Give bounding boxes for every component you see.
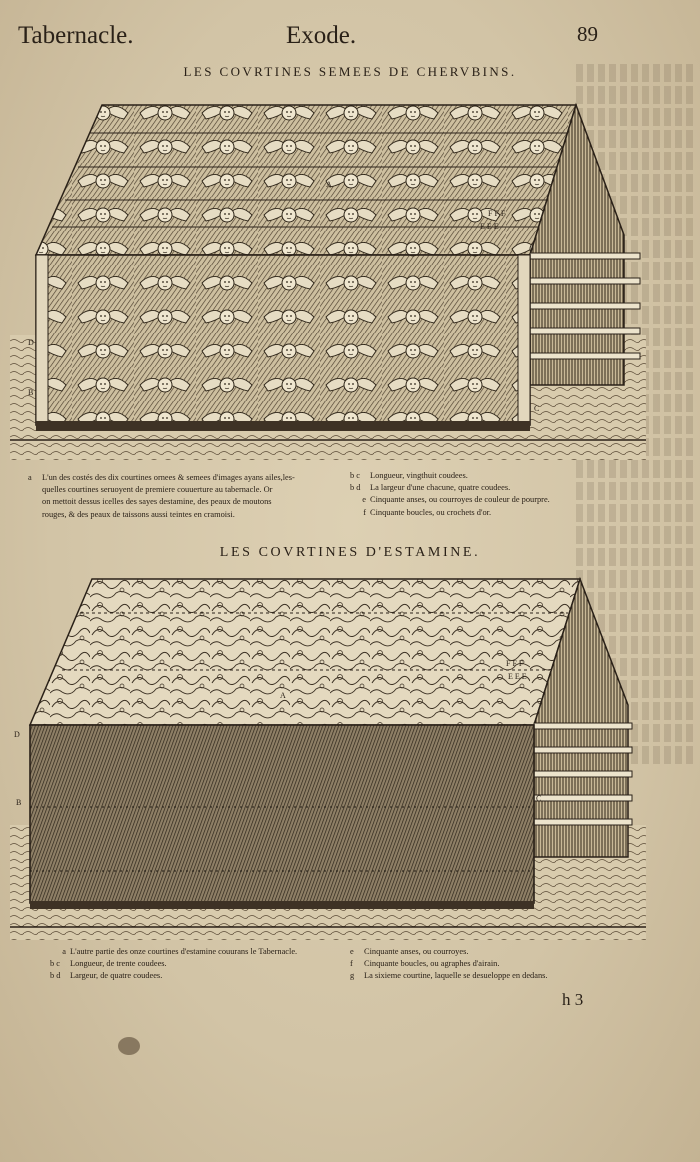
caption-text: Longueur, vingthuit coudees.: [370, 471, 468, 480]
figure2-title: LES COVRTINES D'ESTAMINE.: [219, 545, 481, 560]
caption-line: [350, 482, 650, 494]
caption-letter: b d: [350, 483, 361, 493]
svg-text:F F F: F F F: [488, 209, 506, 218]
figure2-woodcut: [10, 575, 646, 940]
caption-line: [28, 509, 328, 521]
caption-line: [28, 484, 328, 496]
svg-text:A: A: [326, 180, 332, 189]
caption-letter: b c: [350, 471, 360, 480]
figure2-caption-left: [50, 946, 350, 983]
caption-line: [350, 946, 650, 958]
caption-letter: e: [350, 947, 354, 956]
svg-text:A: A: [280, 691, 286, 700]
running-head: [0, 20, 700, 54]
caption-line: [50, 970, 350, 982]
svg-text:D: D: [28, 338, 34, 347]
caption-line: [350, 958, 650, 970]
caption-letter: e: [362, 495, 366, 505]
caption-text: La sixieme courtine, laquelle se desueloppe en dedans.: [364, 971, 548, 981]
figure1-caption-right: [350, 470, 650, 519]
figure1-woodcut: [10, 95, 646, 460]
caption-line: [28, 496, 328, 508]
svg-text:B: B: [16, 798, 22, 807]
caption-letter: a: [28, 473, 32, 482]
svg-text:F F F: F F F: [506, 659, 524, 668]
figure1-title: LES COVRTINES SEMEES DE CHERVBINS.: [183, 64, 517, 79]
svg-text:C: C: [536, 794, 542, 803]
caption-letter: b d: [50, 971, 61, 981]
figure1-caption-left: [28, 472, 328, 521]
caption-line: [350, 507, 650, 519]
caption-line: [350, 470, 650, 482]
svg-text:E E E: E E E: [508, 672, 527, 681]
svg-text:E E E: E E E: [480, 222, 499, 231]
caption-text: Longueur, de trente coudees.: [70, 959, 167, 969]
caption-line: [50, 958, 350, 970]
caption-letter: a: [62, 947, 66, 956]
page-number: 89: [577, 22, 598, 46]
caption-line: [50, 946, 350, 958]
caption-letter: b c: [50, 959, 60, 969]
signature-mark: h 3: [562, 990, 584, 1009]
caption-line: [28, 472, 328, 484]
caption-text: Largeur, de quatre coudees.: [70, 971, 163, 981]
caption-text: rouges, & des peaux de taissons aussi teintes en cramoisi.: [42, 509, 235, 519]
svg-text:C: C: [534, 404, 540, 413]
caption-text: L'un des costés des dix courtines ornees & semees d'images ayans ailes,les-: [42, 473, 295, 482]
ink-stain: [118, 1037, 140, 1055]
caption-text: La largeur d'une chacune, quatre coudees.: [370, 483, 511, 493]
caption-line: [350, 970, 650, 982]
caption-letter: f: [363, 507, 366, 517]
caption-text: on mettoit dessus icelles des sayes destamine, des peaux de moutons: [42, 497, 272, 507]
caption-letter: g: [350, 971, 355, 981]
caption-text: Cinquante boucles, ou agraphes d'airain.: [364, 959, 500, 969]
svg-text:B: B: [28, 388, 34, 397]
caption-text: Cinquante boucles, ou crochets d'or.: [370, 507, 492, 517]
caption-text: Cinquante anses, ou courroyes de couleur de pourpre.: [370, 495, 550, 505]
caption-text: Cinquante anses, ou courroyes.: [364, 947, 469, 956]
caption-text: L'autre partie des onze courtines d'estamine couurans le Tabernacle.: [70, 947, 298, 956]
running-head-left: Tabernacle.: [18, 22, 134, 49]
caption-text: quelles courtines seruoyent de premiere couuerture au tabernacle. Or: [42, 485, 273, 495]
caption-letter: f: [350, 959, 353, 969]
running-head-center: Exode.: [286, 22, 357, 49]
caption-line: [350, 494, 650, 506]
figure2-caption-right: [350, 946, 650, 983]
svg-text:D: D: [14, 730, 20, 739]
